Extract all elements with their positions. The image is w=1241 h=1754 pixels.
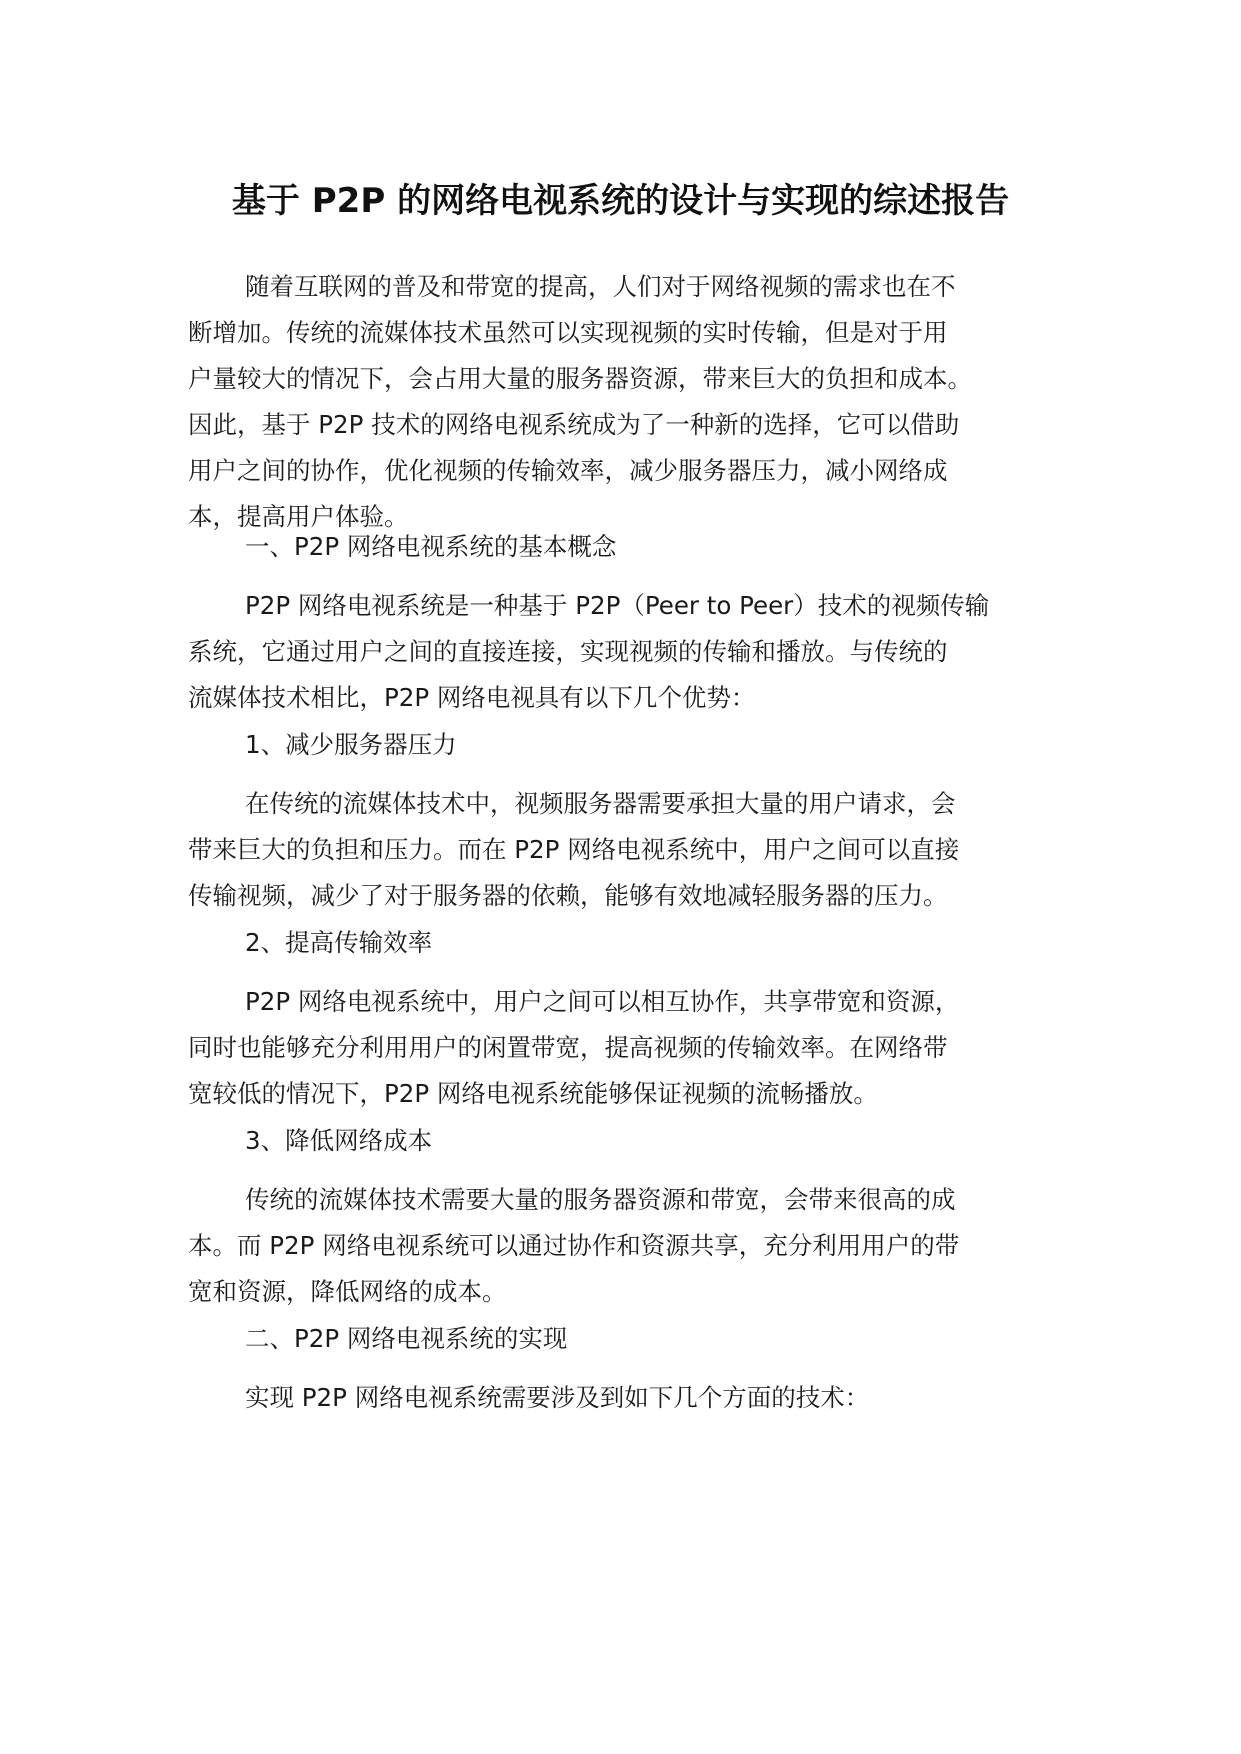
paragraph-reduce-server-load [188,781,1088,919]
section-heading-basic-concept [188,524,1088,570]
subheading-improve-efficiency [188,920,1088,966]
paragraph-line: 传输视频，减少了对于服务器的依赖，能够有效地减轻服务器的压力。 [188,881,948,910]
subheading-reduce-server-load [188,722,1088,768]
paragraph-line: 本。而 P2P 网络电视系统可以通过协作和资源共享，充分利用用户的带 [188,1231,960,1260]
paragraph-line: 因此，基于 P2P 技术的网络电视系统成为了一种新的选择，它可以借助 [188,410,960,439]
paragraph-reduce-cost [188,1177,1088,1315]
paragraph-line: P2P 网络电视系统中，用户之间可以相互协作，共享带宽和资源， [245,987,960,1016]
paragraph-intro [188,264,1088,540]
heading-text: 二、P2P 网络电视系统的实现 [245,1324,568,1353]
paragraph-line: 同时也能够充分利用用户的闲置带宽，提高视频的传输效率。在网络带 [188,1033,948,1062]
paragraph-line: P2P 网络电视系统是一种基于 P2P（Peer to Peer）技术的视频传输 [245,591,990,620]
heading-text: 1、减少服务器压力 [245,730,457,759]
document-title: 基于 P2P 的网络电视系统的设计与实现的综述报告 [231,181,1010,221]
section-heading-implementation [188,1316,1088,1362]
paragraph-line: 宽和资源，降低网络的成本。 [188,1277,507,1306]
paragraph-line: 在传统的流媒体技术中，视频服务器需要承担大量的用户请求，会 [245,789,956,818]
paragraph-line: 系统，它通过用户之间的直接连接，实现视频的传输和播放。与传统的 [188,637,948,666]
heading-text: 3、降低网络成本 [245,1126,433,1155]
subheading-reduce-cost [188,1118,1088,1164]
paragraph-line: 传统的流媒体技术需要大量的服务器资源和带宽，会带来很高的成 [245,1185,956,1214]
paragraph-line: 实现 P2P 网络电视系统需要涉及到如下几个方面的技术： [245,1383,870,1412]
paragraph-line: 户量较大的情况下，会占用大量的服务器资源，带来巨大的负担和成本。 [188,364,972,393]
paragraph-line: 宽较低的情况下，P2P 网络电视系统能够保证视频的流畅播放。 [188,1079,878,1108]
heading-text: 2、提高传输效率 [245,928,433,957]
paragraph-line: 本，提高用户体验。 [188,502,409,531]
paragraph-line: 随着互联网的普及和带宽的提高，人们对于网络视频的需求也在不 [245,272,956,301]
paragraph-line: 带来巨大的负担和压力。而在 P2P 网络电视系统中，用户之间可以直接 [188,835,960,864]
paragraph-line: 断增加。传统的流媒体技术虽然可以实现视频的实时传输，但是对于用 [188,318,948,347]
paragraph-implementation-intro [188,1375,1088,1421]
paragraph-concept [188,583,1088,721]
heading-text: 一、P2P 网络电视系统的基本概念 [245,532,617,561]
paragraph-line: 流媒体技术相比，P2P 网络电视具有以下几个优势： [188,683,756,712]
paragraph-line: 用户之间的协作，优化视频的传输效率，减少服务器压力，减小网络成 [188,456,948,485]
paragraph-improve-efficiency [188,979,1088,1117]
